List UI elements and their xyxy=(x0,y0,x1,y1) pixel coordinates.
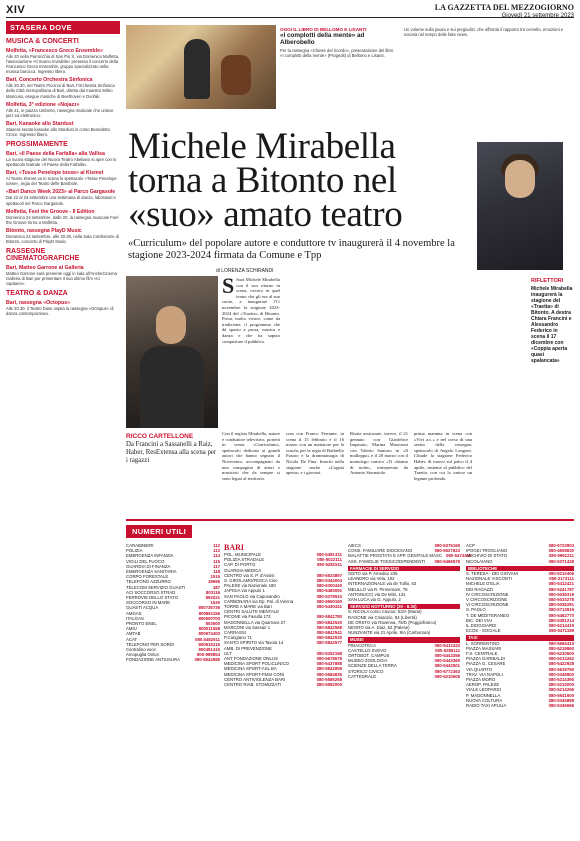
phone-number: 080-5371428 xyxy=(548,558,574,564)
number-label: MEDICINA SPORT-FMSI CONI xyxy=(224,671,285,677)
phone-number: 080-5346666 xyxy=(548,703,574,709)
phone-number: 080-5036281 xyxy=(548,602,574,608)
photo-label: RIFLETTORI xyxy=(531,278,564,284)
phone-number: 118 xyxy=(213,569,220,575)
number-label: CENTRO via S. P. d'Assisi xyxy=(224,572,275,578)
number-row xyxy=(224,682,342,687)
teaser-kicker: OGGI IL LIBRO DI BELLOMO E LISANTI xyxy=(280,27,367,32)
numbers-subheading: FARMACIE DI SERVIZIO xyxy=(348,566,460,571)
teaser-title: «I complotti della mente» ad Alberobello xyxy=(280,32,365,46)
listing-title: Bari, Kanaoke allo Stardust xyxy=(6,120,74,127)
article-column-2: crea con Franco Ferrante, in scena il 15 febbraio e il 16 marzo con un mattatore per la scuola, per la regia di Raffaello Fusaro e la drammaturgia di Nicola De Fina. Inseriti nella stagione anche «Coppia aperta» e i giovani. xyxy=(286,431,344,476)
number-row xyxy=(466,628,574,633)
number-label: Centralino voce xyxy=(126,647,156,653)
article-column-1b: Con il regista Mirabella, autore e conduttore televisivo, porterà in scena «Curriculum», spettacolo dedicato ai grandi autori che hanno segnato il Novecento, accompagnato da una compagnia di attori e musicisti che da sempre si sono legati al territorio. xyxy=(222,431,280,481)
phone-number: 080-5713919 xyxy=(548,607,574,613)
listing-title: Molfetta, 3° edizione «Nojazz» xyxy=(6,101,80,108)
number-row xyxy=(348,674,460,679)
phone-number: 080-5022111 xyxy=(317,557,342,563)
number-label: CONS. FAMILIARE DIOCESANO xyxy=(348,548,413,554)
listing-title: Bari, rassegna «Octopus» xyxy=(6,300,71,307)
numbers-subheading: TAXI xyxy=(466,635,574,640)
number-label: SANTO SPIRITO via Tavoia 14 xyxy=(224,640,284,646)
number-row xyxy=(466,559,574,564)
phone-number: 080-5442501 xyxy=(434,663,460,669)
phone-number: 080-5842541 xyxy=(316,630,342,636)
issue-date: Giovedì 21 settembre 2023 xyxy=(501,13,574,19)
phone-number: 187 xyxy=(212,584,220,590)
photo-mirabella xyxy=(126,276,218,428)
number-label: VIA QUARTO xyxy=(466,666,493,672)
number-label: P. MADONNELLA xyxy=(466,692,501,698)
phone-number: 800900700 xyxy=(198,615,220,621)
number-label: MADONNELLA via Quarnaro 27 xyxy=(224,619,286,625)
listing-title: Bari, Concerto Orchestra Sinfonica xyxy=(6,77,93,84)
section-title: STASERA DOVE xyxy=(6,21,120,34)
teaser-box xyxy=(280,27,398,58)
number-label: CATTEDRALE xyxy=(348,673,377,679)
number-label: AMGAS xyxy=(126,610,142,616)
phone-number: 115 xyxy=(213,558,220,564)
number-label: ACAT xyxy=(126,636,138,642)
listing-item xyxy=(6,228,120,244)
sidebar-title: Da Francini a Sassanelli a Raiz, Haber, ResExtensa alla scena per i ragazzi xyxy=(126,441,217,464)
number-label: CARABINIERI xyxy=(126,543,154,548)
listing-title: Molfetta, Feel the Groove - II Edition xyxy=(6,208,95,215)
listing-group-title: PROSSIMAMENTE xyxy=(6,141,68,149)
phone-number: 080-5585268 xyxy=(316,676,342,682)
listing-body: Dal 22 al 24 settembre una settimana di danza, laboratori e spettacoli nel Parco Gargasole. xyxy=(6,195,116,206)
listing-body: Stasera serata karaoke allo Stardust in corso Benedetto Croce. Ingresso libero. xyxy=(6,126,110,137)
listings-column xyxy=(6,21,120,835)
phone-number: 080-5412420 xyxy=(434,642,460,648)
number-label: T. DE MEDITERANEO xyxy=(466,612,510,618)
phone-number: 080-5842577 xyxy=(316,640,342,646)
number-label: CARBONARA via Dp. Pal. di Vienna xyxy=(224,598,294,604)
teaser-photo xyxy=(126,25,276,109)
phone-number: 080-5351214 xyxy=(548,617,574,623)
listing-item xyxy=(6,102,120,118)
listing-body: Alle 20.30, il Teatro Duse ospita la rassegna «Octopus» di danza contemporanea. xyxy=(6,306,114,317)
article-column-1 xyxy=(222,273,280,427)
number-label: DE ORSTO via Ravenna, 75/D (Poggiofranco) xyxy=(348,619,437,625)
number-label: FERROVIE DELLO STATO xyxy=(126,595,179,601)
number-label: NUOVA COLTURA xyxy=(466,697,503,703)
page-header xyxy=(6,4,574,18)
phone-number: 080-5723903 xyxy=(548,543,574,548)
number-label: FONDAZIONE ANTIUSURA xyxy=(126,657,180,663)
number-label: S. NICOLA corso Cavour, 53/A (Murat) xyxy=(348,609,422,615)
phone-number: 800451415 xyxy=(198,647,220,653)
drop-cap: S xyxy=(222,273,235,298)
number-label: MEDICINA SPORT POLICLINICO xyxy=(224,661,290,667)
phone-number: 112 xyxy=(213,543,220,548)
phone-number: 080-5619790 xyxy=(548,666,574,672)
listing-title: «Bari Dance Week 2023» al Parco Gargasole xyxy=(6,189,116,196)
listing-item xyxy=(6,151,120,167)
listing-item xyxy=(6,121,120,137)
phone-number: 080-5379510 xyxy=(316,593,342,599)
phone-number: 080-5422928 xyxy=(548,661,574,667)
teaser-continuation: Un volume sulla paura e sui pregiudizi, che affronta il rapporto tra cervello, emozioni e società nel tempo delle fake news. xyxy=(404,27,564,38)
phone-number: 113 xyxy=(213,548,220,554)
phone-number: 080-4608830 xyxy=(548,548,574,554)
phone-number: 080-5437888 xyxy=(316,661,342,667)
phone-number: 080-5842780 xyxy=(316,614,342,620)
number-label: ITALGAS xyxy=(126,615,144,621)
number-label: SAN LUCA via G. Appulo, 2 xyxy=(348,597,401,603)
phone-number: 800815215 xyxy=(198,641,220,647)
number-label: TELECOM SERVIZIO GUASTI xyxy=(126,584,186,590)
photo-figure xyxy=(184,39,210,99)
numbers-col-2 xyxy=(224,543,342,687)
listing-item xyxy=(6,300,120,316)
number-label: ORTOBOT. CAMPUS xyxy=(348,653,390,659)
phone-number: 080-5281511 xyxy=(316,562,342,568)
phone-number: 080-5348800 xyxy=(548,671,574,677)
number-label: IL DIOGGIARDI xyxy=(466,623,497,629)
number-label: VIGILI DEL FUOCO xyxy=(126,558,165,564)
phone-number: 080-5471189 xyxy=(548,628,574,634)
phone-number: 080.5482511 xyxy=(195,636,220,642)
phone-number: 080-5544985 xyxy=(194,657,220,663)
phone-number: 080-5474458 xyxy=(446,553,472,559)
number-row xyxy=(466,703,574,708)
phone-number: 080-5842530 xyxy=(316,635,342,641)
phone-number: 080-5214419 xyxy=(548,623,574,629)
phone-number: 803500 xyxy=(205,621,220,627)
number-label: PIAZZA GARIBALDI xyxy=(466,656,505,662)
listing-body: Alle 20.30, nel Teatro Piccinni di Bari, l'Orchestra Sinfonica della Città metropolitana di Bari, diretta dal maestro Mirko Mancuso, esegue musiche di Beethoven e Dvořák. xyxy=(6,83,115,99)
numbers-subheading: SERVIZIO NOTTURNO (20 - 8.30) xyxy=(348,604,460,609)
number-label: CENTRO RIAB. STOMIZZATI xyxy=(224,682,281,688)
phone-number: 080-5466578 xyxy=(434,558,460,564)
number-label: RADIO TAXI APULIA xyxy=(466,703,507,709)
phone-number: 080-5412421 xyxy=(548,581,574,587)
phone-number: 080-5252168 xyxy=(316,650,342,656)
city-heading: BARI xyxy=(224,543,245,552)
sidebar-headline xyxy=(126,433,218,465)
phone-number: 1515 xyxy=(210,574,220,580)
number-label: IPOGEI TROGLIANO xyxy=(466,548,508,554)
numbers-subheading: BIBLIOTECHE xyxy=(466,566,574,571)
number-label: AMTAB xyxy=(126,631,141,637)
listing-item xyxy=(6,209,120,225)
listing-item xyxy=(6,48,120,74)
number-label: F.S. CENTRALE xyxy=(466,651,498,657)
number-label: ECOS - SOCIALE xyxy=(466,628,501,634)
number-label: SOCCORSO IN MARE xyxy=(126,600,171,606)
number-label: V CIRCOSCRIZIONE xyxy=(466,597,508,603)
listing-title: Bari, Matteo Garrone al Galleria xyxy=(6,264,84,271)
byline: di LORENZA SCHIRANDI xyxy=(216,268,274,274)
number-label: EMERGENZA SANITARIA xyxy=(126,569,177,575)
phone-number: 080-5443356 xyxy=(434,653,460,659)
phone-number: 892021 xyxy=(205,595,220,601)
number-label: NEGRO via A. Diaz, 52 (Palese) xyxy=(348,625,410,631)
listing-body: Domenica 24 settembre, dalle 20, la rassegna musicale Feel the Groove torna a Molfetta. xyxy=(6,214,119,225)
phone-number: 080-5842520 xyxy=(316,619,342,625)
number-label: CORPO FORESTALE xyxy=(126,574,169,580)
number-label: CAP. DI PORTO xyxy=(224,562,256,568)
numbers-subheading: MUSEI xyxy=(348,637,460,642)
listing-body: Domenica 24 settembre, alle 20.30, nella Sala Conferenze di Bitonto, concerto di PlayD Music. xyxy=(6,233,119,244)
number-label: POLIZIA STRADALE xyxy=(224,557,265,563)
phone-number: 080-5430441 xyxy=(316,604,342,610)
number-label: POLIZIA xyxy=(126,548,143,554)
number-label: PIAZZA MASSARI xyxy=(466,645,502,651)
number-label: S. GIROLAMO/FESCA Ciso xyxy=(224,578,278,584)
phone-number: 080-5286111 xyxy=(435,647,460,653)
number-label: ANT FONDAZIONE ONLUS xyxy=(224,656,278,662)
phone-number: 080-5214262 xyxy=(548,656,574,662)
number-label: ANTONUCCI via De Mitri, 131 xyxy=(348,591,406,597)
number-label: POL. MUNICIPALE xyxy=(224,552,261,557)
phone-number: 080-5375169 xyxy=(434,543,460,548)
main-article xyxy=(126,21,574,519)
number-label: SCIENZE DELLA TERRA xyxy=(348,663,397,669)
number-row xyxy=(348,559,460,564)
number-label: MARCONI via Sassari 1 xyxy=(224,624,271,630)
listing-body: Alle 21, in piazza Umberto, rassegna musicale che unisce jazz ed elettronica. xyxy=(6,107,114,118)
number-label: IV CIRCOSCRIZIONE xyxy=(466,591,509,597)
photo-francini xyxy=(477,142,563,270)
number-label: CASTELLO SVEVO xyxy=(348,647,387,653)
number-label: PRONTO ENEL xyxy=(126,621,157,627)
listing-body: La nuova stagione del Nuovo Teatro Abeliano si apre con lo spettacolo teatrale «Il Paese della Farfalla». xyxy=(6,157,117,168)
phone-number: 080-5344004 xyxy=(316,578,342,584)
phone-number: 080-5541600 xyxy=(548,692,574,698)
phone-number: 117 xyxy=(213,563,220,569)
number-label: GUASTI ACQUA xyxy=(126,605,159,611)
listing-item xyxy=(6,265,120,286)
listing-group-title: MUSICA & CONCERTI xyxy=(6,38,79,45)
phone-number: 080-5210605 xyxy=(434,673,460,679)
number-row xyxy=(348,597,460,602)
phone-number: 080-5443360 xyxy=(434,658,460,664)
phone-number: 080-5033278 xyxy=(548,597,574,603)
number-label: PIAZZA G. CESARE xyxy=(466,661,506,667)
listing-group-title: TEATRO & DANZA xyxy=(6,290,68,298)
listing-group-title: RASSEGNE CINEMATOGRAFICHE xyxy=(6,247,80,262)
numbers-col-1 xyxy=(126,543,220,663)
article-headline: Michele Mirabella torna a Bitonto nel «suo» amato teatro xyxy=(128,126,403,235)
phone-number: 080-5772363 xyxy=(434,668,460,674)
number-label: TRAV. VIA NAPOLI xyxy=(466,671,503,677)
page-number: XIV xyxy=(6,4,26,16)
phone-number: 080-5241787 xyxy=(548,586,574,592)
number-label: GUARDIA DI FINANZA xyxy=(126,563,171,569)
number-label: INTERNAZIONALE via de Tullio, 53 xyxy=(348,581,417,587)
phone-number: 080-5210600 xyxy=(548,651,574,657)
phone-number: 080-5842858 xyxy=(316,666,342,672)
number-label: Amopuglia Onlus xyxy=(126,652,159,658)
article-column-4: prima mamma in scena con «Vivi a.c.» e nel corso di una serata della rassegna, spettacolo di Angelo Longoni. Chiude la stagione Federico Haber, di nuovo sul palco il 4 aprile, insieme al pubblico del Traetta, con cui lo unisce un legame profondo. xyxy=(414,431,472,481)
number-label: PINACOTECA xyxy=(348,642,376,648)
phone-number: 080-5210000 xyxy=(548,682,574,688)
number-label: P.Cangiano 71 xyxy=(224,635,252,641)
phone-number: 080-5842568 xyxy=(316,624,342,630)
phone-number: 080-5584835 xyxy=(316,671,342,677)
listing-body: Matteo Garrone sarà presente oggi in sala all'AncheCinema Galleria di Bari per presentare il suo ultimo film «Io capitano». xyxy=(6,270,117,287)
phone-number: 080-5483091 xyxy=(316,588,342,594)
number-label: PIAZZA MORO xyxy=(466,677,496,683)
phone-number: 800011558 xyxy=(198,626,220,632)
sidebar-kicker: RICCO CARTELLONE xyxy=(126,433,194,440)
number-label: MELILLO via R. Pinnemore, 78 xyxy=(348,586,408,592)
listing-item xyxy=(6,170,120,186)
article-text: Sarà Michele Mirabella con il suo ritorno in scena, ovvero in quel teatro che gli era al suo cuore, a inaugurare l'11 novembre la stagione 2023-2024 del «Traetta» di Bitonto. Presa, molto vivace, come da tradizione, il programma che dà spazio a prosa, musica e danza e che ha saputo conquistare il pubblico. xyxy=(222,277,280,344)
phone-number: 080-5582000 xyxy=(316,682,342,688)
listing-item xyxy=(6,77,120,98)
number-label: CENTRI SALUTE MENTALE xyxy=(224,609,280,615)
number-label: VIALE LEOPARDI xyxy=(466,687,501,693)
number-label: S. PAOLO xyxy=(466,607,486,613)
phone-number: 114 xyxy=(213,553,220,559)
number-label: NUNZIANTE via 21 Aprile, 9/A (Carbonara) xyxy=(348,630,431,636)
article-subhead: «Curriculum» del popolare autore e conduttore tv inaugurerà il 4 novembre la stagione 2023-2024 firmata da Comune e Tpp xyxy=(128,238,455,261)
phone-number: 800861156 xyxy=(198,610,220,616)
phone-number: 080-5345888 xyxy=(548,697,574,703)
number-label: TORRE A MARE via Bari xyxy=(224,604,272,610)
number-label: SAN PAOLO via Caposandro xyxy=(224,593,280,599)
phone-number: 800735735 xyxy=(198,605,220,611)
phone-number: 803116 xyxy=(205,589,220,595)
number-label: EMERGENZA INFANZIA xyxy=(126,553,174,559)
number-label: ASS. FAMIGLIE TOSSICODIPENDENTI xyxy=(348,558,426,564)
phone-number: 080-5214390 xyxy=(548,677,574,683)
photo-figure xyxy=(140,346,204,428)
phone-number: 080-5462770 xyxy=(548,612,574,618)
number-label: RAGONE via Crisanzio, 84 (Libertà) xyxy=(348,614,417,620)
number-label: GUARDIA MEDICA xyxy=(224,567,262,573)
phone-number: 080-5678678 xyxy=(316,656,342,662)
phone-number: 080-5527623 xyxy=(434,548,460,554)
number-row xyxy=(126,657,220,662)
numbers-col-4 xyxy=(466,543,574,708)
number-label: NAZIONALE VISCONTI xyxy=(466,576,512,582)
photo-figure xyxy=(156,306,186,344)
phone-number: 080-5524897 xyxy=(316,572,342,578)
phone-number: 800974400 xyxy=(198,631,220,637)
number-label: SISTO via P. Amedeo 245 xyxy=(348,571,398,577)
phone-number: 080-5214256 xyxy=(548,687,574,693)
listing-item xyxy=(6,189,120,205)
article-column-3: Risate assicurate, invece, il 21 gennaio con Gianfelice Imparato, Marina Massironi con Valerio Santoro in «Il malloppo» e il 20 marzo con il monologo comico «Ti chiamo di notte», interpretato da Antonio Stornaiolo. xyxy=(350,431,408,476)
listing-title: Bitonto, rassegna PlayD Music xyxy=(6,227,82,234)
number-label: AIECS xyxy=(348,543,361,548)
number-label: MUSEO ZOOLOGIA xyxy=(348,658,388,664)
masthead xyxy=(435,4,574,20)
number-label: CENTRO ANTIVIOLENZA BARI xyxy=(224,676,286,682)
phone-number: 080-5491331 xyxy=(316,552,342,557)
photo-caption: Michele Mirabella inaugurerà la stagione del «Traetta» di Bitonto. A destra Chiara Francini e Alessandro Federico in scena il 17 dicembre con «Coppia aperta quasi spalancata» xyxy=(531,286,573,364)
number-label: S. TERESA - DEI GIOVANI xyxy=(466,571,518,577)
phone-number: 080-5210406 xyxy=(548,571,574,577)
listing-body: Alle 20 nella Parrocchia di San Pio X, via Domenico Malfetta, l'associazione «Il Suono Invisibile» presenta il concerto della Francesco Greco Ensemble, gruppo specializzato nella musica barocca. Ingresso libero. xyxy=(6,54,120,75)
number-label: TELEFONO PER SORDI xyxy=(126,641,174,647)
number-label: STORICO CIVICO xyxy=(348,668,384,674)
listing-title: Molfetta, «Francesco Greco Ensemble» xyxy=(6,48,103,54)
number-label: MEDICINA SPORT-ASL BA xyxy=(224,666,277,672)
number-label: ACP xyxy=(466,543,475,548)
number-label: VI CIRCOSCRIZIONE xyxy=(466,602,509,608)
phone-number: 080-5962211 xyxy=(548,553,574,559)
phone-number: 1530 xyxy=(210,600,220,606)
phone-number: 080-5219860 xyxy=(548,645,574,651)
teaser-body: Per la rassegna «Chiese del ricordo», presentazione del libro «I complotti della mente» (Progedit) di Bellomo e Lisanti. xyxy=(280,48,394,59)
number-label: PICONE via Fasulla 173 xyxy=(224,614,271,620)
phone-number: 080-2173111 xyxy=(549,576,574,582)
number-label: MALATTIE PROSTATA E APP. GENITALE MASC. xyxy=(348,553,444,559)
number-label: ULT xyxy=(224,650,232,656)
number-label: L. SORRENTINO xyxy=(466,640,500,646)
number-label: ACI SOCCORSO STRAD. xyxy=(126,589,177,595)
listing-title: Bari, «Il Paese della Farfalla» alla Vallisa xyxy=(6,151,105,158)
number-label: AEROP. PALESE xyxy=(466,682,500,688)
number-label: JAPIGIA via Appulo 1 xyxy=(224,588,265,594)
number-label: AMB. DI PREVENZIONE xyxy=(224,645,272,651)
listing-title: Bari, «Tosse Penelope tosse» al Kismet xyxy=(6,170,104,177)
listing-body: Al Teatro Kismet va in scena lo spettacolo «Tosse Penelope tosse», regia del Teatro delle Bambole. xyxy=(6,176,117,187)
useful-numbers-title: NUMERI UTILI xyxy=(126,525,192,538)
number-row xyxy=(348,630,460,635)
number-label: LEANDRO via Vela, 102 xyxy=(348,576,395,582)
number-label: PALESE via Nazionale 180 xyxy=(224,583,276,589)
phone-number: 080-5650160 xyxy=(316,598,342,604)
number-label: DEI RAGAZZI xyxy=(466,586,493,592)
phone-number: 080-5036319 xyxy=(548,591,574,597)
number-label: NICOLAIANO xyxy=(466,558,493,564)
useful-numbers xyxy=(126,519,574,835)
phone-number: 800-989854 xyxy=(197,652,220,658)
photo-figure xyxy=(505,160,535,198)
number-label: MICHELE D'ELIA xyxy=(466,581,500,587)
photo-figure xyxy=(221,55,251,95)
number-label: BIC. DEI VIAI xyxy=(466,617,493,623)
phone-number: 080-5300440 xyxy=(316,583,342,589)
number-label: ARCHIVIO DI STATO xyxy=(466,553,508,559)
masthead-title: LA GAZZETTA DEL MEZZOGIORNO xyxy=(434,3,574,12)
number-label: TELEFONO AZZURRO xyxy=(126,579,171,585)
phone-number: 080-5584410 xyxy=(548,640,574,646)
number-label: AMIU xyxy=(126,626,137,632)
number-label: CARRASSI xyxy=(224,630,246,636)
phone-number: 19696 xyxy=(208,579,220,585)
